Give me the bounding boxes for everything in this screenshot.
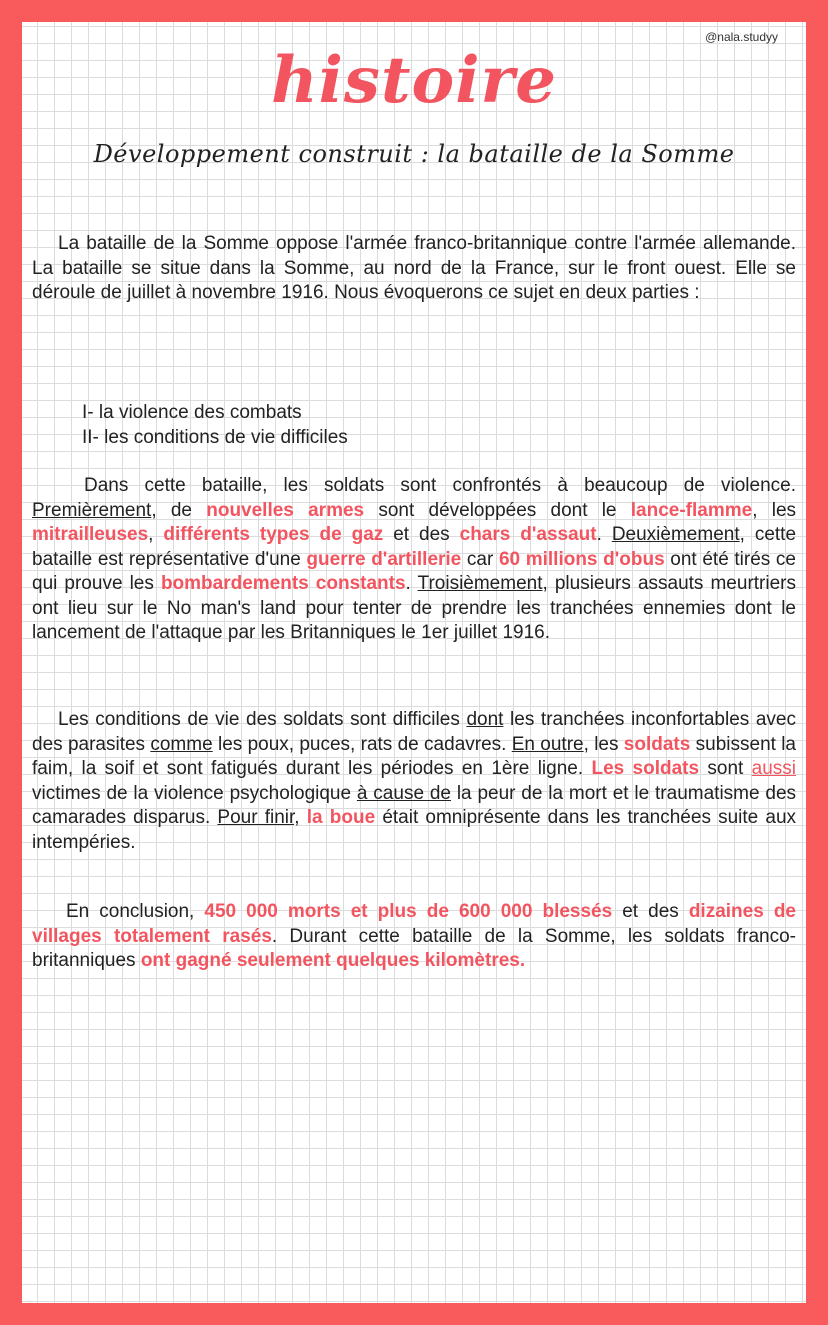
text: . [405,573,411,594]
text: subissent la faim, la soif et sont fatigués durant les périodes en 1ère ligne. [32,733,797,779]
outline-list [82,400,348,450]
text: les poux, puces, rats de cadavres. [217,733,507,755]
conclusion-paragraph [32,900,796,974]
highlight: bombardements constants [160,573,406,594]
intro-text: La bataille de la Somme oppose l'armée franco-britannique contre l'armée allemande. La bataille se situe dans la Somme, au nord de la France, sur le front ouest. Elle se déroule de juillet à novembre 1916. Nous évoquerons ce sujet en deux parties : [32,233,796,303]
text: , de [151,499,192,521]
highlight: chars d'assaut [459,524,597,545]
underlined-word: dont [466,709,504,730]
highlight: ont gagné seulement quelques kilomètres. [140,950,526,971]
text: Dans cette bataille, les soldats sont confrontés à beaucoup de violence. [84,475,796,496]
outline-item-2: II- les conditions de vie difficiles [82,427,348,448]
highlight: la boue [306,807,376,828]
text: la peur de la mort et le traumatisme des camarades disparus. [32,782,797,828]
conditions-paragraph [32,708,796,855]
text: . Durant cette bataille de la Somme, les soldats franco-britanniques [32,925,796,971]
highlight: guerre d'artillerie [306,548,462,570]
author-handle: @nala.studyy [705,30,778,44]
text: . [596,524,602,545]
text: ont été tirés ce qui prouve les [32,548,796,594]
outline-item-1: I- la violence des combats [82,402,302,423]
underlined-word: à cause de [356,782,451,804]
text: Les conditions de vie des soldats sont difficiles [58,709,460,730]
page-subtitle: Développement construit : la bataille de la Somme [93,140,735,168]
text: était omniprésente dans les tranchées suite aux intempéries. [32,807,797,853]
text: , les [583,733,619,755]
highlight: soldats [623,733,691,755]
text: , les [752,499,797,521]
highlight: 60 millions d'obus [498,548,665,570]
text: victimes de la violence psychologique [32,782,352,804]
text: En conclusion, [66,901,195,922]
highlight: aussi [751,758,797,779]
text: et des [622,901,679,922]
highlight: différents types de gaz [163,524,384,545]
highlight: dizaines de villages totalement rasés [32,901,796,947]
text: les tranchées inconfortables avec des parasites [32,709,797,755]
underlined-word: Deuxièmement [611,524,740,545]
highlight: nouvelles armes [206,499,365,521]
notebook-page [22,22,806,1303]
highlight: 450 000 morts et plus de 600 000 blessés [204,901,613,922]
intro-paragraph [32,232,796,306]
highlight: lance-flamme [630,499,753,521]
text: et des [393,524,450,545]
text: sont développées dont le [378,499,617,521]
text: , [148,524,154,545]
highlight: Les soldats [591,758,700,779]
underlined-word: comme [150,733,213,755]
text: , cette bataille est représentative d'une [32,524,797,570]
underlined-word: Troisièmement [417,573,543,594]
page-title: histoire [271,43,557,118]
underlined-word: Pour finir, [217,807,300,828]
violence-paragraph [32,474,796,646]
underlined-word: Premièrement [32,499,152,521]
text: sont [707,758,744,779]
text: , plusieurs assauts meurtriers ont lieu sur le No man's land pour tenter de prendre les tranchées ennemies dont le lancement de l'attaque par les Britanniques le 1er juillet 1916. [32,573,796,643]
text: car [466,548,494,570]
underlined-word: En outre [511,733,584,755]
highlight: mitrailleuses [32,524,149,545]
